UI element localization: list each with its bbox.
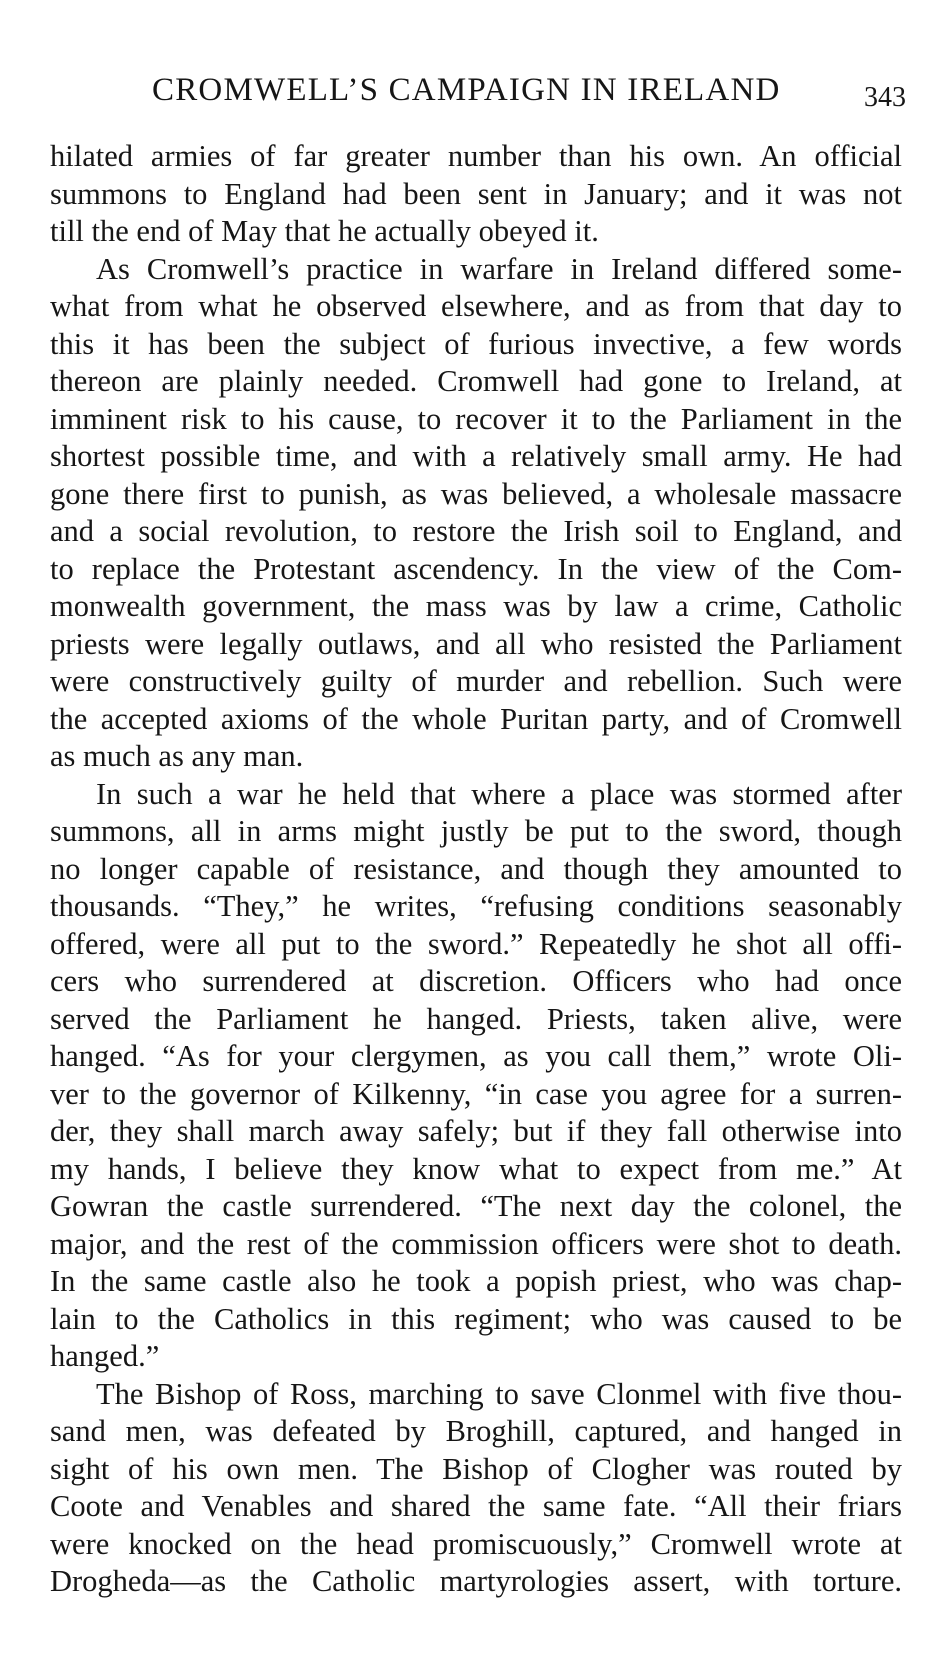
text-line: sand men, was defeated by Broghill, captured, and hanged in xyxy=(50,1414,902,1448)
text-line: Coote and Venables and shared the same fate. “All their friars xyxy=(50,1489,902,1523)
paragraph-3 xyxy=(50,776,902,1376)
text-line: summons, all in arms might justly be put to the sword, though xyxy=(50,814,902,848)
text-line: shortest possible time, and with a relatively small army. He had xyxy=(50,439,902,473)
text-line: gone there first to punish, as was believed, a wholesale massacre xyxy=(50,476,902,511)
running-header xyxy=(0,72,950,120)
page-number: 343 xyxy=(864,82,906,113)
text-line: my hands, I believe they know what to expect from me.” At xyxy=(50,1151,902,1186)
text-line: the accepted axioms of the whole Puritan party, and of Cromwell xyxy=(50,701,902,736)
text-line: served the Parliament he hanged. Priests, taken alive, were xyxy=(50,1001,902,1036)
paragraph-1 xyxy=(50,138,902,251)
text-line: were knocked on the head promiscuously,” Cromwell wrote at xyxy=(50,1526,902,1561)
text-line: summons to England had been sent in January; and it was not xyxy=(50,176,902,211)
text-line: thousands. “They,” he writes, “refusing conditions seasonably xyxy=(50,889,902,923)
text-line: hanged.” xyxy=(50,1339,160,1373)
text-line: thereon are plainly needed. Cromwell had gone to Ireland, at xyxy=(50,364,902,398)
text-line: In the same castle also he took a popish priest, who was chap- xyxy=(50,1264,902,1298)
text-line: hilated armies of far greater number than his own. An official xyxy=(50,139,902,173)
text-line: sight of his own men. The Bishop of Clogher was routed by xyxy=(50,1451,902,1486)
text-line: what from what he observed elsewhere, and as from that day to xyxy=(50,289,902,323)
text-line: were constructively guilty of murder and rebellion. Such were xyxy=(50,664,902,698)
text-line: Drogheda—as the Catholic martyrologies assert, with torture. xyxy=(50,1564,902,1598)
text-line: and a social revolution, to restore the Irish soil to England, and xyxy=(50,514,902,548)
text-line: to replace the Protestant ascendency. In the view of the Com- xyxy=(50,551,902,586)
paragraph-2 xyxy=(50,251,902,776)
text-line: monwealth government, the mass was by law a crime, Catholic xyxy=(50,589,902,623)
text-line: In such a war he held that where a place was stormed after xyxy=(96,776,902,811)
text-line: major, and the rest of the commission officers were shot to death. xyxy=(50,1226,902,1261)
text-line: offered, were all put to the sword.” Repeatedly he shot all offi- xyxy=(50,926,902,961)
text-line: no longer capable of resistance, and though they amounted to xyxy=(50,851,902,886)
running-title: CROMWELL’S CAMPAIGN IN IRELAND xyxy=(152,72,781,108)
text-line: till the end of May that he actually obeyed it. xyxy=(50,214,599,248)
text-line: cers who surrendered at discretion. Officers who had once xyxy=(50,964,902,998)
body-text xyxy=(50,138,902,1601)
text-line: As Cromwell’s practice in warfare in Ireland differed some- xyxy=(96,251,902,286)
text-line: hanged. “As for your clergymen, as you call them,” wrote Oli- xyxy=(50,1039,902,1073)
text-line: lain to the Catholics in this regiment; who was caused to be xyxy=(50,1301,902,1336)
text-line: ver to the governor of Kilkenny, “in case you agree for a surren- xyxy=(50,1076,902,1111)
text-line: as much as any man. xyxy=(50,739,304,773)
text-line: imminent risk to his cause, to recover it to the Parliament in the xyxy=(50,401,902,436)
text-line: priests were legally outlaws, and all who resisted the Parliament xyxy=(50,626,902,661)
text-line: der, they shall march away safely; but if they fall otherwise into xyxy=(50,1114,902,1148)
text-line: this it has been the subject of furious invective, a few words xyxy=(50,326,902,361)
text-line: Gowran the castle surrendered. “The next day the colonel, the xyxy=(50,1189,902,1223)
paragraph-4 xyxy=(50,1376,902,1601)
text-line: The Bishop of Ross, marching to save Clonmel with five thou- xyxy=(96,1376,902,1411)
